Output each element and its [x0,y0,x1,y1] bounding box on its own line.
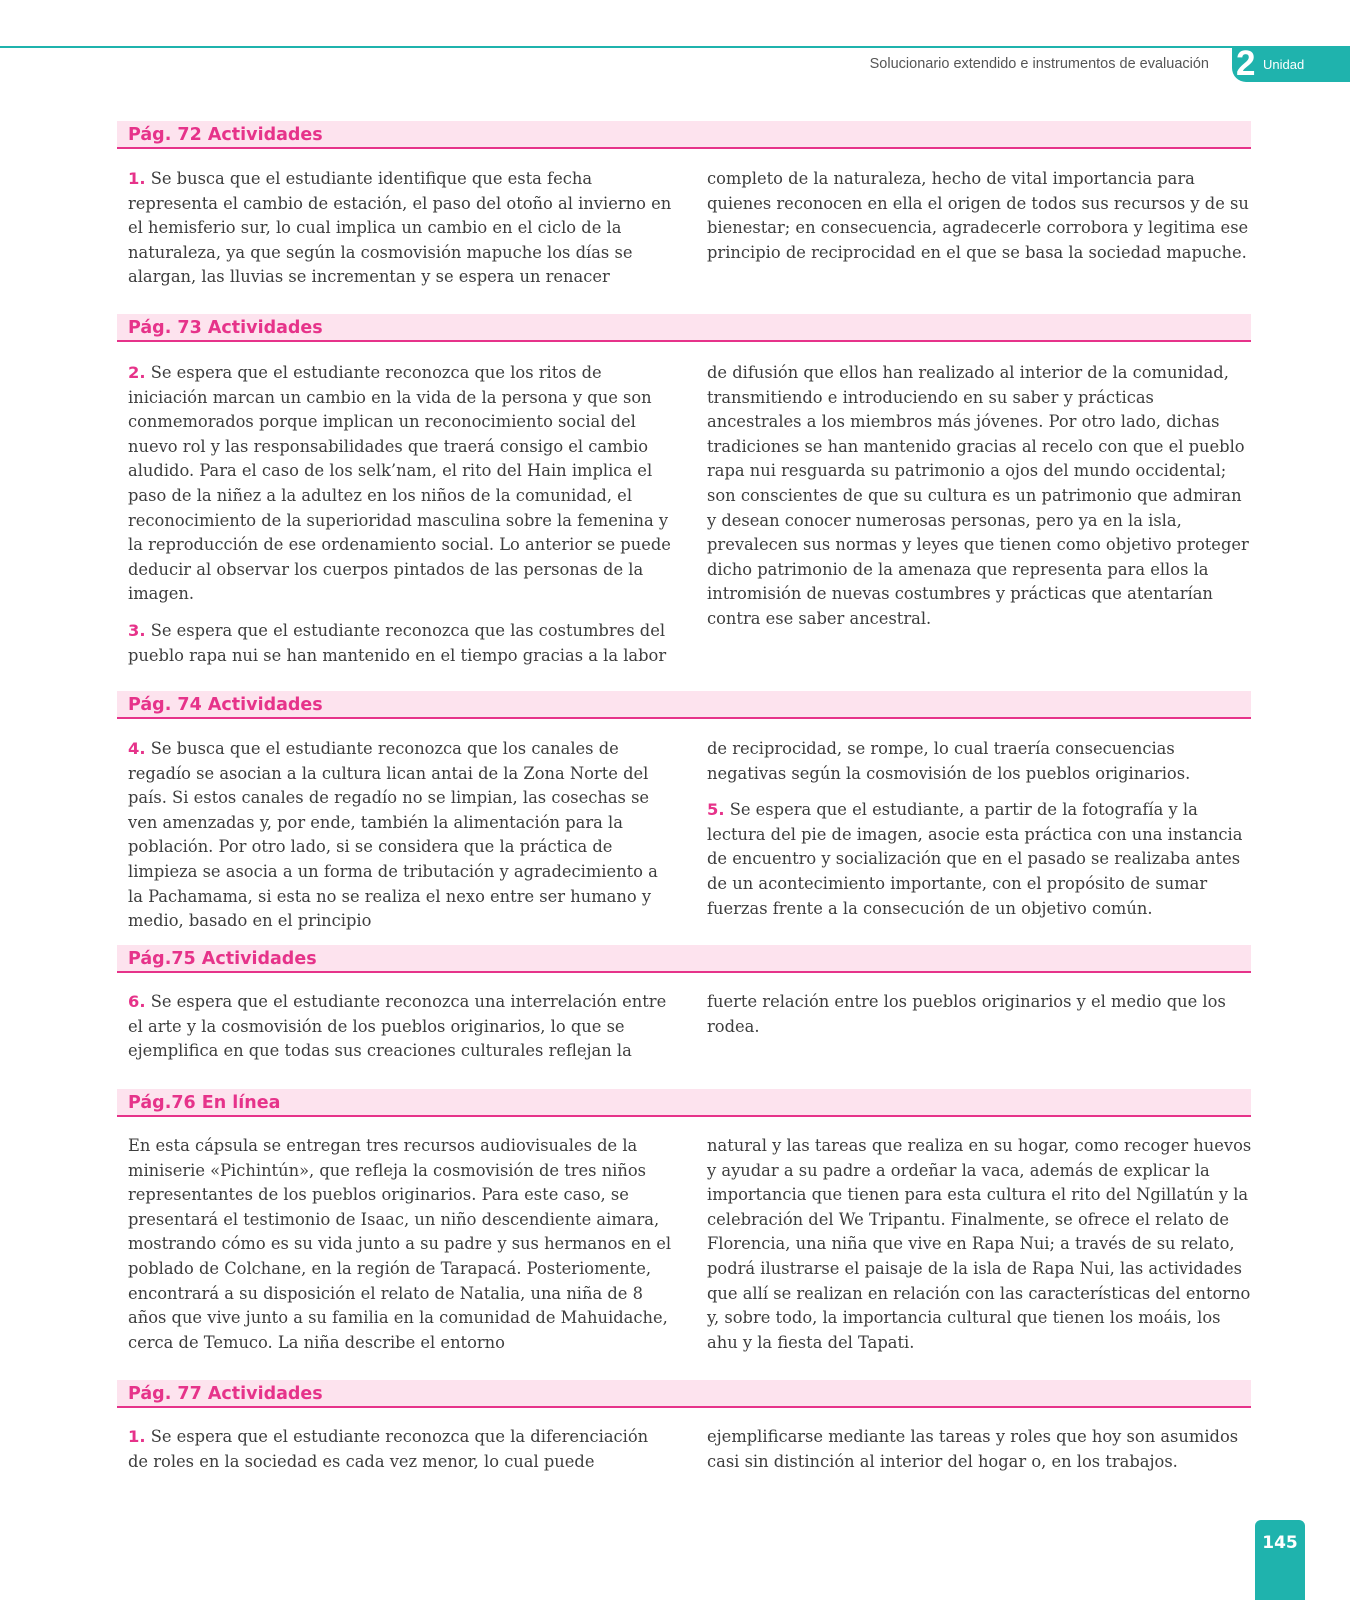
paragraph [707,167,1252,265]
section-heading: Pág. 77 Actividades [117,1380,1251,1408]
header-rule [0,46,1350,48]
section-left-column [128,990,673,1076]
paragraph-text: de difusión que ellos han realizado al interior de la comunidad, transmitiendo e introduciendo en su saber y prácticas ancestrales a los miembros más jóvenes. Por otro lado, dichas tradiciones se han mantenido gracias al recelo con que el pueblo rapa nui resguarda su patrimonio a ojos del mundo occidental; son conscientes de que su cultura es un patrimonio que admiran y desean conocer numerosas personas, pero ya en la isla, prevalecen sus normas y leyes que tienen como objetivo proteger dicho patrimonio de la amenaza que representa para ellos la intromisión de nuevas costumbres y prácticas que atentarían contra ese saber ancestral. [707,363,1249,628]
paragraph [128,737,673,934]
section-right-column [707,1134,1252,1367]
unit-number: 2 [1236,44,1256,83]
section-left-column [128,361,673,680]
section-right-column [707,361,1252,644]
section-heading: Pág.76 En línea [117,1089,1251,1117]
section-heading: Pág. 73 Actividades [117,314,1251,342]
paragraph-text: Se espera que el estudiante reconozca que la diferenciación de roles en la sociedad es cada vez menor, lo cual puede [128,1427,649,1471]
section-left-column [128,1134,673,1367]
paragraph [707,1425,1252,1474]
paragraph [707,737,1252,786]
paragraph [707,361,1252,632]
paragraph-text: completo de la naturaleza, hecho de vital importancia para quienes reconocen en ella el origen de todos sus recursos y de su bienestar; en consecuencia, agradecerle corrobora y legitima ese principio de reciprocidad en el que se basa la sociedad mapuche. [707,169,1249,262]
paragraph-text: En esta cápsula se entregan tres recursos audiovisuales de la miniserie «Pichintún», que refleja la cosmovisión de tres niños representantes de los pueblos originarios. Para este caso, se presentará el testimonio de Isaac, un niño descendiente aimara, mostrando cómo es su vida junto a su padre y sus hermanos en el poblado de Colchane, en la región de Tarapacá. Posteriomente, encontrará a su disposición el relato de Natalia, una niña de 8 años que vive junto a su familia en la comunidad de Mahuidache, cerca de Temuco. La niña describe el entorno [128,1136,672,1352]
paragraph [128,167,673,290]
paragraph [707,798,1252,921]
page-number: 145 [1255,1520,1305,1600]
section-heading: Pág.75 Actividades [117,945,1251,973]
section-right-column [707,990,1252,1051]
paragraph [128,361,673,607]
header-title: Solucionario extendido e instrumentos de evaluación [869,56,1209,72]
paragraph-text: Se espera que el estudiante reconozca que las costumbres del pueblo rapa nui se han mantenido en el tiempo gracias a la labor [128,620,667,665]
paragraph-text: natural y las tareas que realiza en su hogar, como recoger huevos y ayudar a su padre a ordeñar la vaca, además de explicar la importancia que tienen para esta cultura el rito del Ngillatún y la celebración del We Tripantu. Finalmente, se ofrece el relato de Florencia, una niña que vive en Rapa Nui; a través de su relato, podrá ilustrarse el paisaje de la isla de Rapa Nui, las actividades que allí se realizan en relación con las características del entorno y, sobre todo, la importancia cultural que tienen los moáis, los ahu y la fiesta del Tapati. [707,1136,1252,1352]
section-heading: Pág. 74 Actividades [117,691,1251,719]
section-left-column [128,167,673,302]
paragraph-text: Se espera que el estudiante reconozca una interrelación entre el arte y la cosmovisión de los pueblos originarios, lo que se ejemplifica en que todas sus creaciones culturales reflejan la [128,992,667,1061]
paragraph-text: Se espera que el estudiante reconozca que los ritos de iniciación marcan un cambio en la vida de la persona y que son conmemorados porque implican un reconocimiento social del nuevo rol y las responsabilidades que traerá consigo el cambio aludido. Para el caso de los selk’nam, el rito del Hain implica el paso de la niñez a la adultez en los niños de la comunidad, el reconocimiento de la superioridad masculina sobre la femenina y la reproducción de ese ordenamiento social. Lo anterior se puede deducir al observar los cuerpos pintados de las personas de la imagen. [128,363,671,604]
paragraph-text: Se busca que el estudiante identifique que esta fecha representa el cambio de estación, el paso del otoño al invierno en el hemisferio sur, lo cual implica un cambio en el ciclo de la naturaleza, ya que según la cosmovisión mapuche los días se alargan, las lluvias se incrementan y se espera un renacer [128,169,672,287]
activity-number: 2. [128,363,146,382]
paragraph [128,1425,673,1474]
activity-number: 1. [128,1427,146,1446]
paragraph-text: Se espera que el estudiante, a partir de la fotografía y la lectura del pie de imagen, asocie esta práctica con una instancia de encuentro y socialización que en el pasado se realizaba antes de un acontecimiento importante, con el propósito de sumar fuerzas frente a la consecución de un objetivo común. [707,800,1243,918]
paragraph-text: Se busca que el estudiante reconozca que los canales de regadío se asocian a la cultura lican antai de la Zona Norte del país. Si estos canales de regadío no se limpian, las cosechas se ven amenzadas y, por ende, también la alimentación para la población. Por otro lado, si se considera que la práctica de limpieza se asocia a un forma de tributación y agradecimiento a la Pachamama, si esta no se realiza el nexo entre ser humano y medio, basado en el principio [128,739,658,931]
activity-number: 4. [128,739,146,758]
section-right-column [707,1425,1252,1486]
section-left-column [128,737,673,946]
paragraph-text: ejemplificarse mediante las tareas y roles que hoy son asumidos casi sin distinción al interior del hogar o, en los trabajos. [707,1427,1239,1471]
activity-number: 5. [707,800,725,820]
section-right-column [707,167,1252,277]
paragraph [707,1134,1252,1355]
unit-label: Unidad [1263,57,1305,72]
paragraph [707,990,1252,1039]
activity-number: 6. [128,992,146,1011]
activity-number: 1. [128,169,146,188]
paragraph [128,1134,673,1355]
paragraph-text: de reciprocidad, se rompe, lo cual traería consecuencias negativas según la cosmovisión de los pueblos originarios. [707,739,1191,783]
paragraph-text: fuerte relación entre los pueblos originarios y el medio que los rodea. [707,992,1226,1036]
paragraph [128,990,673,1064]
unit-badge [1232,44,1350,83]
section-left-column [128,1425,673,1486]
paragraph [128,619,673,668]
section-right-column [707,737,1252,933]
activity-number: 3. [128,620,146,640]
section-heading: Pág. 72 Actividades [117,121,1251,149]
